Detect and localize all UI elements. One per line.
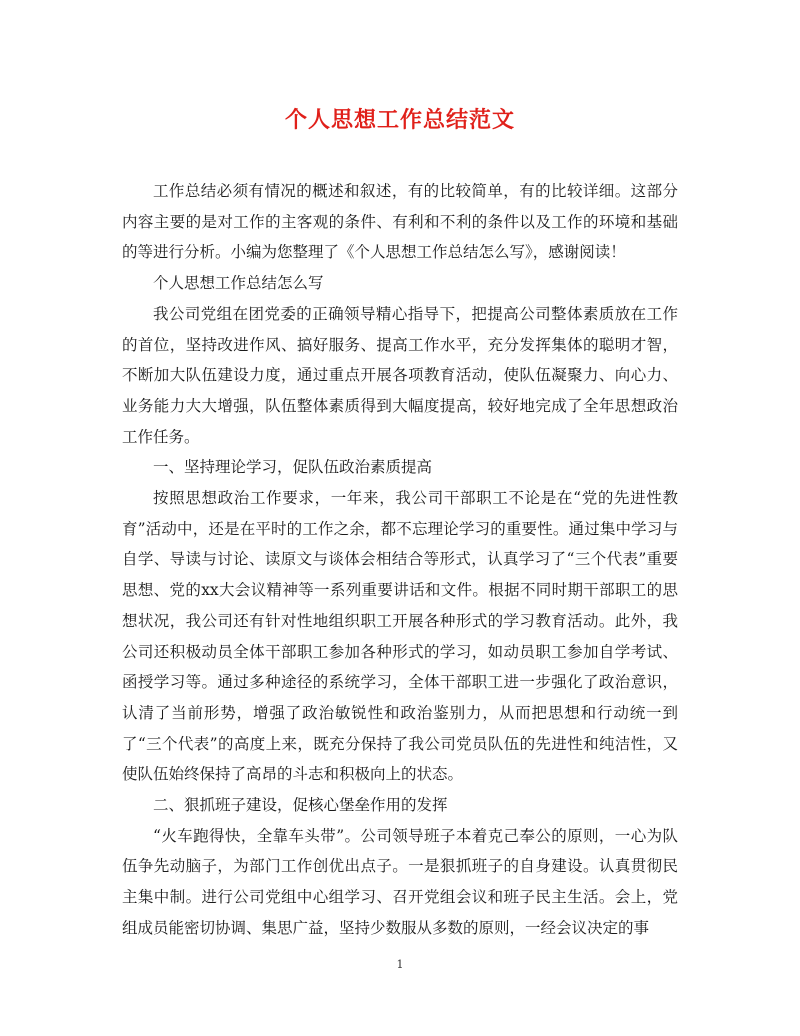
paragraph-section-2: “火车跑得快，全靠车头带”。公司领导班子本着克己奉公的原则，一心为队伍争先动脑子，为部门工作创优出点子。一是狠抓班子的自身建设。认真贯彻民主集中制。进行公司党组中心组学习、召开党组会议和班子民主生活。会上，党组成员能密切协调、集思广益，坚持少数服从多数的原则，一经会议决定的事 — [122, 826, 678, 937]
document-title: 个人思想工作总结范文 — [284, 107, 515, 133]
paragraph-overview: 我公司党组在团党委的正确领导精心指导下，把提高公司整体素质放在工作的首位，坚持改进作风、搞好服务、提高工作水平，充分发挥集体的聪明才智，不断加大队伍建设力度，通过重点开展各项教育活动，使队伍凝聚力、向心力、业务能力大大增强，队伍整体素质得到大幅度提高，较好地完成了全年思想政治工作任务。 — [122, 304, 678, 446]
paragraph-section-1: 按照思想政治工作要求，一年来，我公司干部职工不论是在“党的先进性教育”活动中，还是在平时的工作之余，都不忘理论学习的重要性。通过集中学习与自学、导读与讨论、读原文与谈体会相结合等形式，认真学习了“三个代表”重要思想、党的xx大会议精神等一系列重要讲话和文件。根据不同时期干部职工的思想状况，我公司还有针对性地组织职工开展各种形式的学习教育活动。此外，我公司还积极动员全体干部职工参加各种形式的学习，如动员职工参加自学考试、函授学习等。通过多种途径的系统学习，全体干部职工进一步强化了政治意识，认清了当前形势，增强了政治敏锐性和政治鉴别力，从而把思想和行动统一到了“三个代表”的高度上来，既充分保持了我公司党员队伍的先进性和纯洁性，又使队伍始终保持了高昂的斗志和积极向上的状态。 — [122, 489, 678, 784]
document-body — [122, 176, 678, 944]
page-number: 1 — [396, 958, 404, 971]
paragraph-intro: 工作总结必须有情况的概述和叙述，有的比较简单，有的比较详细。这部分内容主要的是对工作的主客观的条件、有利和不利的条件以及工作的环境和基础的等进行分析。小编为您整理了《个人思想工作总结怎么写》，感谢阅读！ — [122, 182, 678, 262]
section-heading-2: 二、狠抓班子建设，促核心堡垒作用的发挥 — [153, 796, 448, 815]
paragraph-subtitle: 个人思想工作总结怎么写 — [153, 274, 324, 293]
section-heading-1: 一、坚持理论学习，促队伍政治素质提高 — [153, 458, 433, 477]
